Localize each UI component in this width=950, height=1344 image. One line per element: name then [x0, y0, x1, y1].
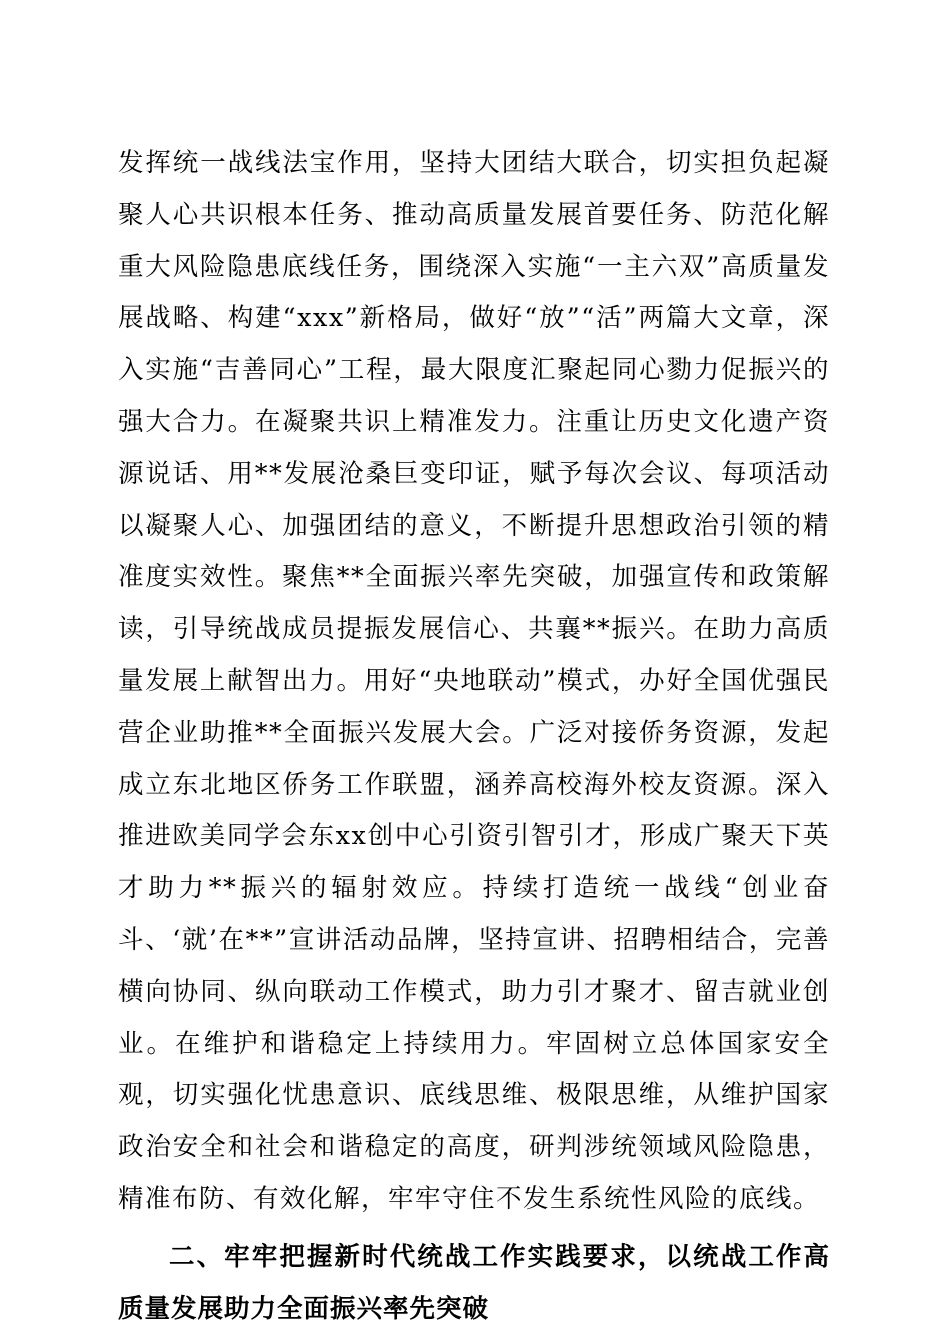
section-heading: 二、牢牢把握新时代统战工作实践要求，以统战工作高质量发展助力全面振兴率先突破 — [118, 1241, 830, 1324]
document-page — [118, 138, 830, 1335]
body-paragraph: 发挥统一战线法宝作用，坚持大团结大联合，切实担负起凝聚人心共识根本任务、推动高质量发展首要任务、防范化解重大风险隐患底线任务，围绕深入实施“一主六双”高质量发展战略、构建“xxx”新格局，做好“放”“活”两篇大文章，深入实施“吉善同心”工程，最大限度汇聚起同心勠力促振兴的强大合力。在凝聚共识上精准发力。注重让历史文化遗产资源说话、用**发展沧桑巨变印证，赋予每次会议、每项活动以凝聚人心、加强团结的意义，不断提升思想政治引领的精准度实效性。聚焦**全面振兴率先突破，加强宣传和政策解读，引导统战成员提振发展信心、共襄**振兴。在助力高质量发展上献智出力。用好“央地联动”模式，办好全国优强民营企业助推**全面振兴发展大会。广泛对接侨务资源，发起成立东北地区侨务工作联盟，涵养高校海外校友资源。深入推进欧美同学会东xx创中心引资引智引才，形成广聚天下英才助力**振兴的辐射效应。持续打造统一战线“创业奋斗、‘就’在**”宣讲活动品牌，坚持宣讲、招聘相结合，完善横向协同、纵向联动工作模式，助力引才聚才、留吉就业创业。在维护和谐稳定上持续用力。牢固树立总体国家安全观，切实强化忧患意识、底线思维、极限思维，从维护国家政治安全和社会和谐稳定的高度，研判涉统领域风险隐患，精准布防、有效化解，牢牢守住不发生系统性风险的底线。 — [118, 148, 830, 1214]
